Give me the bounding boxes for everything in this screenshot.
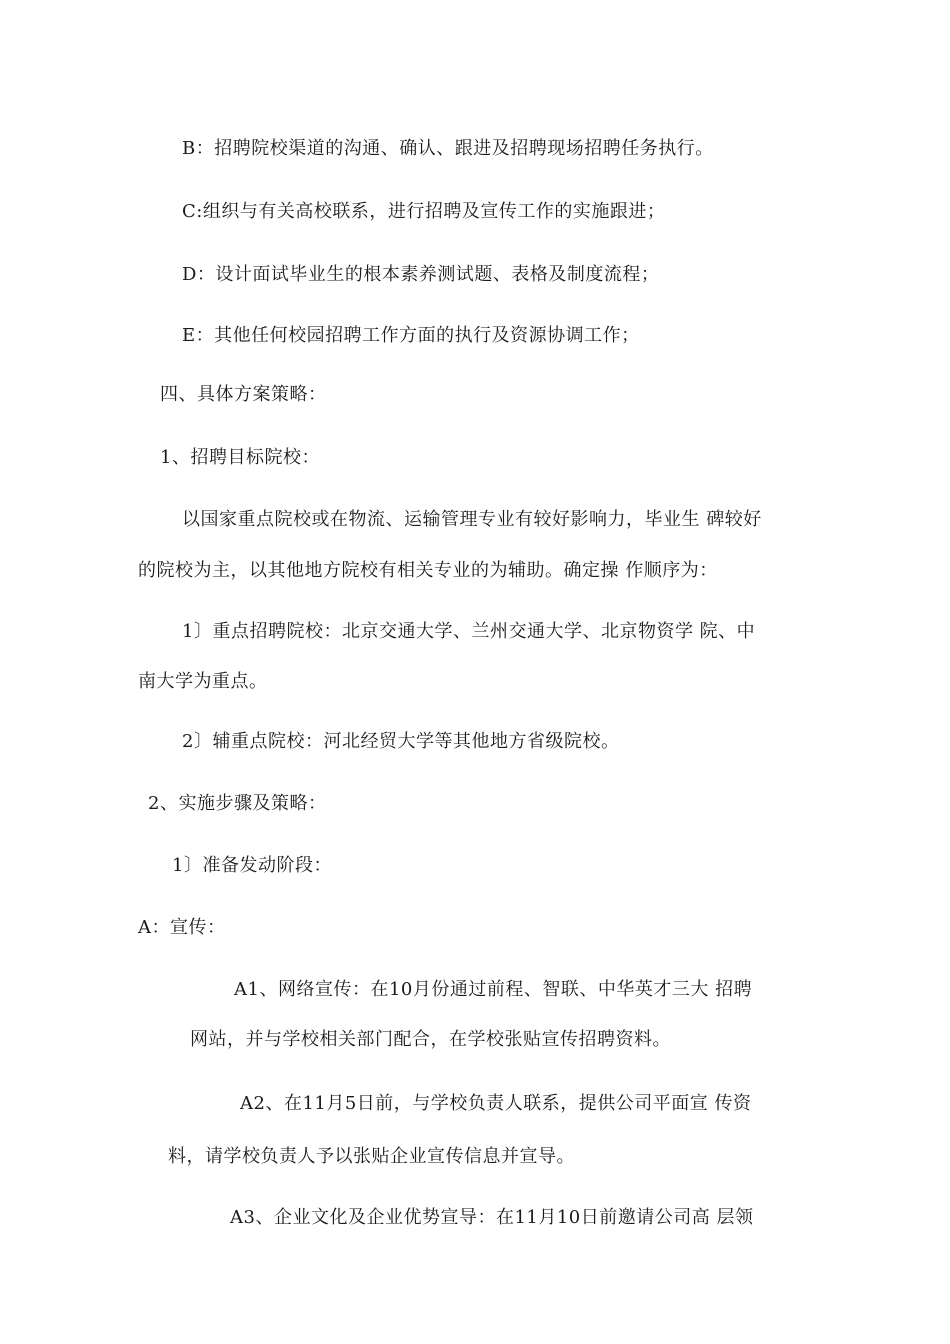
list-item-secondary-schools: 2〕辅重点院校：河北经贸大学等其他地方省级院校。 xyxy=(182,731,620,752)
duty-item-c: C:组织与有关高校联系，进行招聘及宣传工作的实施跟进； xyxy=(182,201,666,222)
item-a2-cont: 料，请学校负责人予以张贴企业宣传信息并宣导。 xyxy=(168,1146,575,1167)
section-heading-4: 四、具体方案策略： xyxy=(160,384,327,405)
paragraph-line: 的院校为主，以其他地方院校有相关专业的为辅助。确定操 作顺序为： xyxy=(138,560,718,581)
subsection-heading-2: 2、实施步骤及策略： xyxy=(148,793,327,814)
duty-item-e: E：其他任何校园招聘工作方面的执行及资源协调工作； xyxy=(182,325,640,346)
item-a1-cont: 网站，并与学校相关部门配合，在学校张贴宣传招聘资料。 xyxy=(190,1029,671,1050)
item-a3: A3、企业文化及企业优势宣导：在11月10日前邀请公司高 层领 xyxy=(230,1207,754,1228)
list-item-key-schools-cont: 南大学为重点。 xyxy=(138,671,268,692)
item-heading-a: A：宣传： xyxy=(138,917,226,938)
paragraph-line: 以国家重点院校或在物流、运输管理专业有较好影响力，毕业生 碑较好 xyxy=(182,509,762,530)
subsection-heading-1: 1、招聘目标院校： xyxy=(160,447,320,468)
list-item-key-schools: 1〕重点招聘院校：北京交通大学、兰州交通大学、北京物资学 院、中 xyxy=(182,621,756,642)
phase-heading-1: 1〕准备发动阶段： xyxy=(172,855,332,876)
duty-item-b: B：招聘院校渠道的沟通、确认、跟进及招聘现场招聘任务执行。 xyxy=(182,138,714,159)
item-a1: A1、网络宣传：在10月份通过前程、智联、中华英才三大 招聘 xyxy=(234,979,753,1000)
duty-item-d: D：设计面试毕业生的根本素养测试题、表格及制度流程； xyxy=(182,264,660,285)
item-a2: A2、在11月5日前，与学校负责人联系，提供公司平面宣 传资 xyxy=(240,1093,752,1114)
